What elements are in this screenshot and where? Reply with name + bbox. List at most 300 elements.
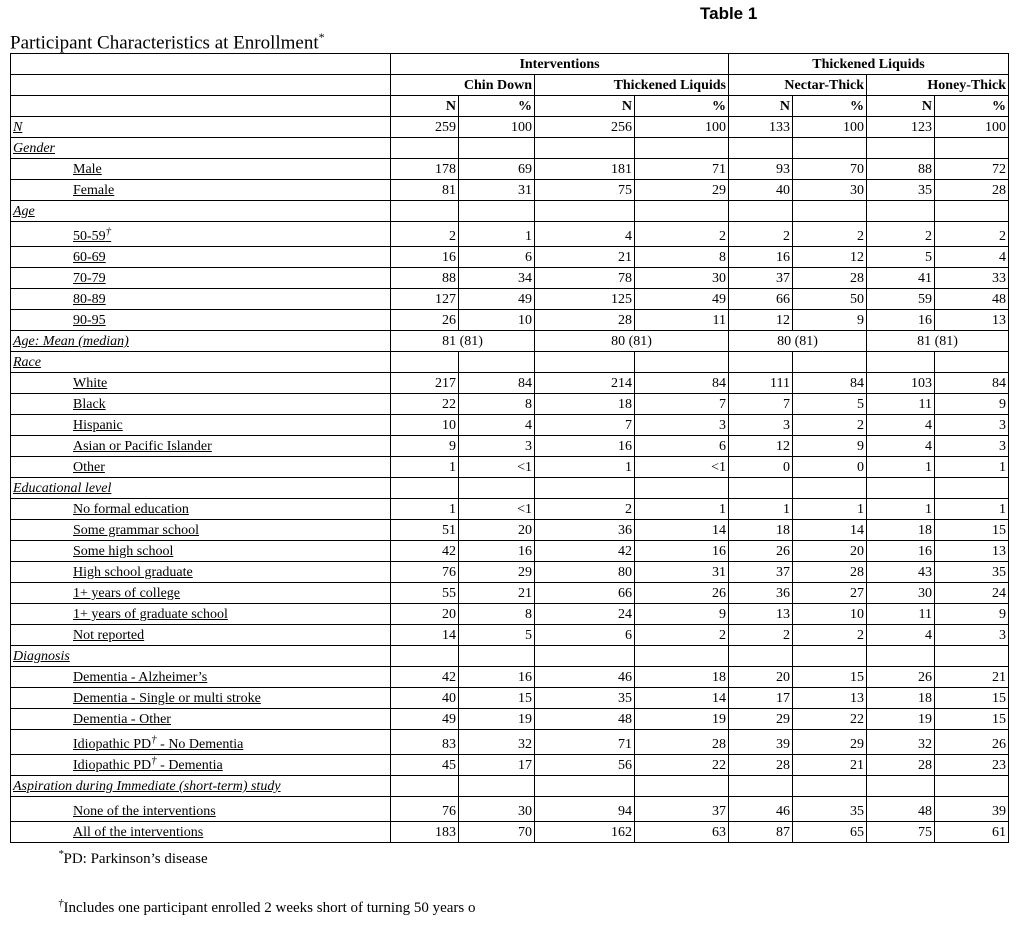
- header-blank: [11, 75, 391, 96]
- count-cell: 30: [867, 583, 935, 604]
- table-row: [11, 667, 1009, 688]
- count-cell: 16: [867, 541, 935, 562]
- row-label-text: N: [13, 120, 23, 135]
- col-header-n: N: [391, 96, 459, 117]
- empty-cell: [793, 352, 867, 373]
- table-row: [11, 562, 1009, 583]
- count-cell: 59: [867, 289, 935, 310]
- table-row: [11, 159, 1009, 180]
- col-header-n: N: [535, 96, 635, 117]
- row-label: [11, 394, 391, 415]
- pct-cell: 37: [635, 797, 729, 822]
- row-label: [11, 776, 391, 797]
- pct-cell: 22: [793, 709, 867, 730]
- empty-cell: [535, 352, 635, 373]
- count-cell: 46: [729, 797, 793, 822]
- empty-cell: [635, 646, 729, 667]
- count-cell: 2: [729, 222, 793, 247]
- count-cell: 259: [391, 117, 459, 138]
- pct-cell: 8: [635, 247, 729, 268]
- pct-cell: <1: [635, 457, 729, 478]
- count-cell: 6: [535, 625, 635, 646]
- table-row: [11, 797, 1009, 822]
- page-title: [10, 30, 325, 54]
- pct-cell: 16: [459, 667, 535, 688]
- row-label-text: Age: [13, 204, 35, 219]
- table-row: [11, 709, 1009, 730]
- pct-cell: 15: [459, 688, 535, 709]
- count-cell: 81: [391, 180, 459, 201]
- row-label: [11, 688, 391, 709]
- header-blank: [11, 54, 391, 75]
- row-label-text: Some grammar school: [73, 523, 199, 538]
- pct-cell: 39: [935, 797, 1009, 822]
- pct-cell: 10: [793, 604, 867, 625]
- pct-cell: 3: [459, 436, 535, 457]
- count-cell: 22: [391, 394, 459, 415]
- footnote-mark: *: [58, 848, 64, 860]
- pct-cell: 5: [459, 625, 535, 646]
- count-cell: 88: [391, 268, 459, 289]
- pct-cell: 65: [793, 822, 867, 843]
- merged-cell: 81 (81): [391, 331, 535, 352]
- count-cell: 42: [391, 667, 459, 688]
- count-cell: 9: [391, 436, 459, 457]
- subgroup-header-nectar-thick: Nectar-Thick: [729, 75, 867, 96]
- pct-cell: 48: [935, 289, 1009, 310]
- count-cell: 2: [867, 222, 935, 247]
- pct-cell: 30: [793, 180, 867, 201]
- pct-cell: 14: [635, 688, 729, 709]
- empty-cell: [535, 201, 635, 222]
- row-label: [11, 797, 391, 822]
- pct-cell: 34: [459, 268, 535, 289]
- empty-cell: [793, 776, 867, 797]
- pct-cell: 18: [635, 667, 729, 688]
- pct-cell: 3: [935, 415, 1009, 436]
- pct-cell: 1: [793, 499, 867, 520]
- count-cell: 181: [535, 159, 635, 180]
- row-label-text: None of the interventions: [73, 804, 216, 819]
- merged-cell: 81 (81): [867, 331, 1009, 352]
- group-header-thickened-liquids: Thickened Liquids: [729, 54, 1009, 75]
- empty-cell: [459, 776, 535, 797]
- count-cell: 19: [867, 709, 935, 730]
- row-label-text: 1+ years of graduate school: [73, 607, 228, 622]
- empty-cell: [729, 646, 793, 667]
- merged-cell: 80 (81): [535, 331, 729, 352]
- count-cell: 1: [391, 499, 459, 520]
- row-label-text: Idiopathic PD: [73, 737, 152, 752]
- pct-cell: 11: [635, 310, 729, 331]
- empty-cell: [635, 776, 729, 797]
- pct-cell: 1: [935, 457, 1009, 478]
- pct-cell: 100: [935, 117, 1009, 138]
- row-label: [11, 583, 391, 604]
- count-cell: 11: [867, 394, 935, 415]
- count-cell: 75: [867, 822, 935, 843]
- row-label-text: 80-89: [73, 292, 106, 307]
- count-cell: 1: [535, 457, 635, 478]
- pct-cell: 72: [935, 159, 1009, 180]
- count-cell: 111: [729, 373, 793, 394]
- empty-cell: [935, 646, 1009, 667]
- empty-cell: [459, 201, 535, 222]
- pct-cell: 84: [635, 373, 729, 394]
- count-cell: 3: [729, 415, 793, 436]
- pct-cell: 16: [459, 541, 535, 562]
- pct-cell: 100: [793, 117, 867, 138]
- count-cell: 71: [535, 730, 635, 755]
- count-cell: 39: [729, 730, 793, 755]
- empty-cell: [391, 478, 459, 499]
- row-label-text: Female: [73, 183, 115, 198]
- pct-cell: 23: [935, 755, 1009, 776]
- table-row: [11, 268, 1009, 289]
- pct-cell: <1: [459, 499, 535, 520]
- pct-cell: 29: [793, 730, 867, 755]
- count-cell: 5: [867, 247, 935, 268]
- row-label: [11, 667, 391, 688]
- pct-cell: 9: [635, 604, 729, 625]
- footnote-mark: †: [151, 754, 157, 767]
- merged-cell: 80 (81): [729, 331, 867, 352]
- title-footnote-mark: *: [318, 30, 325, 44]
- pct-cell: 33: [935, 268, 1009, 289]
- count-cell: 4: [535, 222, 635, 247]
- pct-cell: 32: [459, 730, 535, 755]
- empty-cell: [867, 646, 935, 667]
- pct-cell: 84: [459, 373, 535, 394]
- pct-cell: 15: [935, 520, 1009, 541]
- row-label-suffix: - Dementia: [156, 758, 223, 773]
- pct-cell: 71: [635, 159, 729, 180]
- count-cell: 41: [867, 268, 935, 289]
- row-label-text: All of the interventions: [73, 825, 204, 840]
- pct-cell: 4: [935, 247, 1009, 268]
- pct-cell: 50: [793, 289, 867, 310]
- empty-cell: [459, 478, 535, 499]
- count-cell: 20: [391, 604, 459, 625]
- subgroup-header-row: [11, 75, 1009, 96]
- count-cell: 12: [729, 310, 793, 331]
- empty-cell: [391, 646, 459, 667]
- pct-cell: 24: [935, 583, 1009, 604]
- row-label-text: Male: [73, 162, 102, 177]
- row-label: [11, 289, 391, 310]
- count-cell: 12: [729, 436, 793, 457]
- count-cell: 76: [391, 562, 459, 583]
- section-row: [11, 352, 1009, 373]
- empty-cell: [535, 776, 635, 797]
- count-cell: 35: [867, 180, 935, 201]
- pct-cell: 14: [635, 520, 729, 541]
- empty-cell: [867, 352, 935, 373]
- pct-cell: 0: [793, 457, 867, 478]
- pct-cell: 30: [635, 268, 729, 289]
- pct-cell: 26: [935, 730, 1009, 755]
- row-label-text: Dementia - Other: [73, 712, 171, 727]
- row-label: [11, 625, 391, 646]
- count-cell: 7: [729, 394, 793, 415]
- empty-cell: [935, 138, 1009, 159]
- count-cell: 133: [729, 117, 793, 138]
- pct-cell: 7: [635, 394, 729, 415]
- pct-cell: 69: [459, 159, 535, 180]
- empty-cell: [459, 352, 535, 373]
- count-cell: 28: [867, 755, 935, 776]
- row-label: [11, 499, 391, 520]
- column-header-row: [11, 96, 1009, 117]
- table-row: [11, 247, 1009, 268]
- pct-cell: 21: [935, 667, 1009, 688]
- row-label-text: Diagnosis: [13, 649, 70, 664]
- subgroup-header-chin-down: Chin Down: [391, 75, 535, 96]
- pct-cell: 9: [935, 394, 1009, 415]
- row-label: [11, 310, 391, 331]
- count-cell: 18: [729, 520, 793, 541]
- pct-cell: 28: [793, 562, 867, 583]
- count-cell: 46: [535, 667, 635, 688]
- empty-cell: [935, 478, 1009, 499]
- row-label-text: Dementia - Alzheimer’s: [73, 670, 208, 685]
- row-label: [11, 180, 391, 201]
- empty-cell: [729, 776, 793, 797]
- table-row: [11, 394, 1009, 415]
- count-cell: 36: [729, 583, 793, 604]
- pct-cell: 3: [935, 436, 1009, 457]
- table-label: Table 1: [700, 4, 758, 23]
- row-label: [11, 709, 391, 730]
- count-cell: 7: [535, 415, 635, 436]
- section-row: [11, 201, 1009, 222]
- subgroup-header-honey-thick: Honey-Thick: [867, 75, 1009, 96]
- row-label-text: 60-69: [73, 250, 106, 265]
- table-row: [11, 541, 1009, 562]
- pct-cell: 31: [459, 180, 535, 201]
- row-label: [11, 138, 391, 159]
- pct-cell: 13: [793, 688, 867, 709]
- pct-cell: 2: [635, 625, 729, 646]
- count-cell: 55: [391, 583, 459, 604]
- count-cell: 43: [867, 562, 935, 583]
- count-cell: 26: [729, 541, 793, 562]
- pct-cell: 3: [635, 415, 729, 436]
- col-header-pct: %: [635, 96, 729, 117]
- row-label-text: Not reported: [73, 628, 145, 643]
- pct-cell: <1: [459, 457, 535, 478]
- table-row: [11, 457, 1009, 478]
- pct-cell: 29: [635, 180, 729, 201]
- pct-cell: 1: [935, 499, 1009, 520]
- table-row: [11, 755, 1009, 776]
- count-cell: 26: [867, 667, 935, 688]
- pct-cell: 84: [935, 373, 1009, 394]
- row-label-text: Educational level: [13, 481, 112, 496]
- pct-cell: 22: [635, 755, 729, 776]
- table-row: [11, 625, 1009, 646]
- count-cell: 36: [535, 520, 635, 541]
- row-label: [11, 730, 391, 755]
- table-row: [11, 688, 1009, 709]
- empty-cell: [635, 478, 729, 499]
- pct-cell: 4: [459, 415, 535, 436]
- col-header-pct: %: [935, 96, 1009, 117]
- table-row: [11, 730, 1009, 755]
- pct-cell: 1: [459, 222, 535, 247]
- count-cell: 125: [535, 289, 635, 310]
- empty-cell: [635, 138, 729, 159]
- table-row: [11, 604, 1009, 625]
- count-cell: 26: [391, 310, 459, 331]
- pct-cell: 61: [935, 822, 1009, 843]
- count-cell: 37: [729, 562, 793, 583]
- count-cell: 94: [535, 797, 635, 822]
- pct-cell: 19: [635, 709, 729, 730]
- subgroup-header-thickened-liquids: Thickened Liquids: [535, 75, 729, 96]
- row-label: [11, 822, 391, 843]
- count-cell: 78: [535, 268, 635, 289]
- row-label-text: 90-95: [73, 313, 106, 328]
- table-row: [11, 436, 1009, 457]
- group-header-interventions: Interventions: [391, 54, 729, 75]
- empty-cell: [391, 352, 459, 373]
- pct-cell: 49: [459, 289, 535, 310]
- row-label-text: Other: [73, 460, 105, 475]
- pct-cell: 6: [635, 436, 729, 457]
- row-label-suffix: - No Dementia: [156, 737, 244, 752]
- table-row: [11, 373, 1009, 394]
- count-cell: 4: [867, 625, 935, 646]
- count-cell: 56: [535, 755, 635, 776]
- count-cell: 48: [867, 797, 935, 822]
- pct-cell: 49: [635, 289, 729, 310]
- row-label-text: No formal education: [73, 502, 189, 517]
- pct-cell: 63: [635, 822, 729, 843]
- empty-cell: [391, 138, 459, 159]
- count-cell: 103: [867, 373, 935, 394]
- row-label: [11, 268, 391, 289]
- empty-cell: [935, 352, 1009, 373]
- footnote: [58, 848, 208, 868]
- empty-cell: [867, 201, 935, 222]
- row-label-text: Aspiration during Immediate (short-term) study: [13, 779, 281, 794]
- row-label: [11, 222, 391, 247]
- pct-cell: 19: [459, 709, 535, 730]
- empty-cell: [729, 352, 793, 373]
- count-cell: 49: [391, 709, 459, 730]
- pct-cell: 20: [459, 520, 535, 541]
- count-cell: 51: [391, 520, 459, 541]
- count-cell: 16: [867, 310, 935, 331]
- empty-cell: [729, 138, 793, 159]
- pct-cell: 1: [635, 499, 729, 520]
- count-cell: 2: [391, 222, 459, 247]
- count-cell: 93: [729, 159, 793, 180]
- row-label: [11, 541, 391, 562]
- count-cell: 40: [729, 180, 793, 201]
- section-row: [11, 117, 1009, 138]
- pct-cell: 15: [935, 709, 1009, 730]
- pct-cell: 35: [935, 562, 1009, 583]
- table-row: [11, 415, 1009, 436]
- pct-cell: 9: [793, 310, 867, 331]
- count-cell: 28: [729, 755, 793, 776]
- group-header-row: [11, 54, 1009, 75]
- count-cell: 127: [391, 289, 459, 310]
- pct-cell: 9: [935, 604, 1009, 625]
- count-cell: 18: [867, 520, 935, 541]
- section-row: [11, 331, 1009, 352]
- row-label-text: White: [73, 376, 108, 391]
- empty-cell: [635, 201, 729, 222]
- row-label: [11, 352, 391, 373]
- empty-cell: [459, 646, 535, 667]
- count-cell: 178: [391, 159, 459, 180]
- row-label: [11, 117, 391, 138]
- row-label: [11, 373, 391, 394]
- pct-cell: 13: [935, 541, 1009, 562]
- empty-cell: [793, 646, 867, 667]
- count-cell: 16: [729, 247, 793, 268]
- pct-cell: 70: [459, 822, 535, 843]
- table-row: [11, 822, 1009, 843]
- title-text: Participant Characteristics at Enrollment: [10, 32, 319, 54]
- pct-cell: 13: [935, 310, 1009, 331]
- pct-cell: 2: [935, 222, 1009, 247]
- count-cell: 16: [391, 247, 459, 268]
- row-label-text: Asian or Pacific Islander: [73, 439, 212, 454]
- pct-cell: 8: [459, 604, 535, 625]
- table-row: [11, 520, 1009, 541]
- empty-cell: [391, 201, 459, 222]
- count-cell: 75: [535, 180, 635, 201]
- pct-cell: 28: [635, 730, 729, 755]
- count-cell: 1: [391, 457, 459, 478]
- row-label-text: Hispanic: [73, 418, 123, 433]
- row-label-text: Dementia - Single or multi stroke: [73, 691, 261, 706]
- empty-cell: [867, 776, 935, 797]
- row-label-text: 1+ years of college: [73, 586, 181, 601]
- empty-cell: [867, 478, 935, 499]
- count-cell: 11: [867, 604, 935, 625]
- empty-cell: [535, 646, 635, 667]
- col-header-pct: %: [459, 96, 535, 117]
- count-cell: 214: [535, 373, 635, 394]
- count-cell: 1: [867, 499, 935, 520]
- pct-cell: 20: [793, 541, 867, 562]
- empty-cell: [635, 352, 729, 373]
- count-cell: 83: [391, 730, 459, 755]
- pct-cell: 70: [793, 159, 867, 180]
- pct-cell: 35: [793, 797, 867, 822]
- pct-cell: 28: [793, 268, 867, 289]
- count-cell: 48: [535, 709, 635, 730]
- row-label: [11, 478, 391, 499]
- count-cell: 28: [535, 310, 635, 331]
- row-label-text: Race: [13, 355, 41, 370]
- empty-cell: [935, 201, 1009, 222]
- count-cell: 42: [535, 541, 635, 562]
- pct-cell: 21: [459, 583, 535, 604]
- count-cell: 2: [729, 625, 793, 646]
- row-label: [11, 562, 391, 583]
- empty-cell: [729, 478, 793, 499]
- row-label-text: Age: Mean (median): [13, 334, 129, 349]
- pct-cell: 6: [459, 247, 535, 268]
- count-cell: 13: [729, 604, 793, 625]
- empty-cell: [459, 138, 535, 159]
